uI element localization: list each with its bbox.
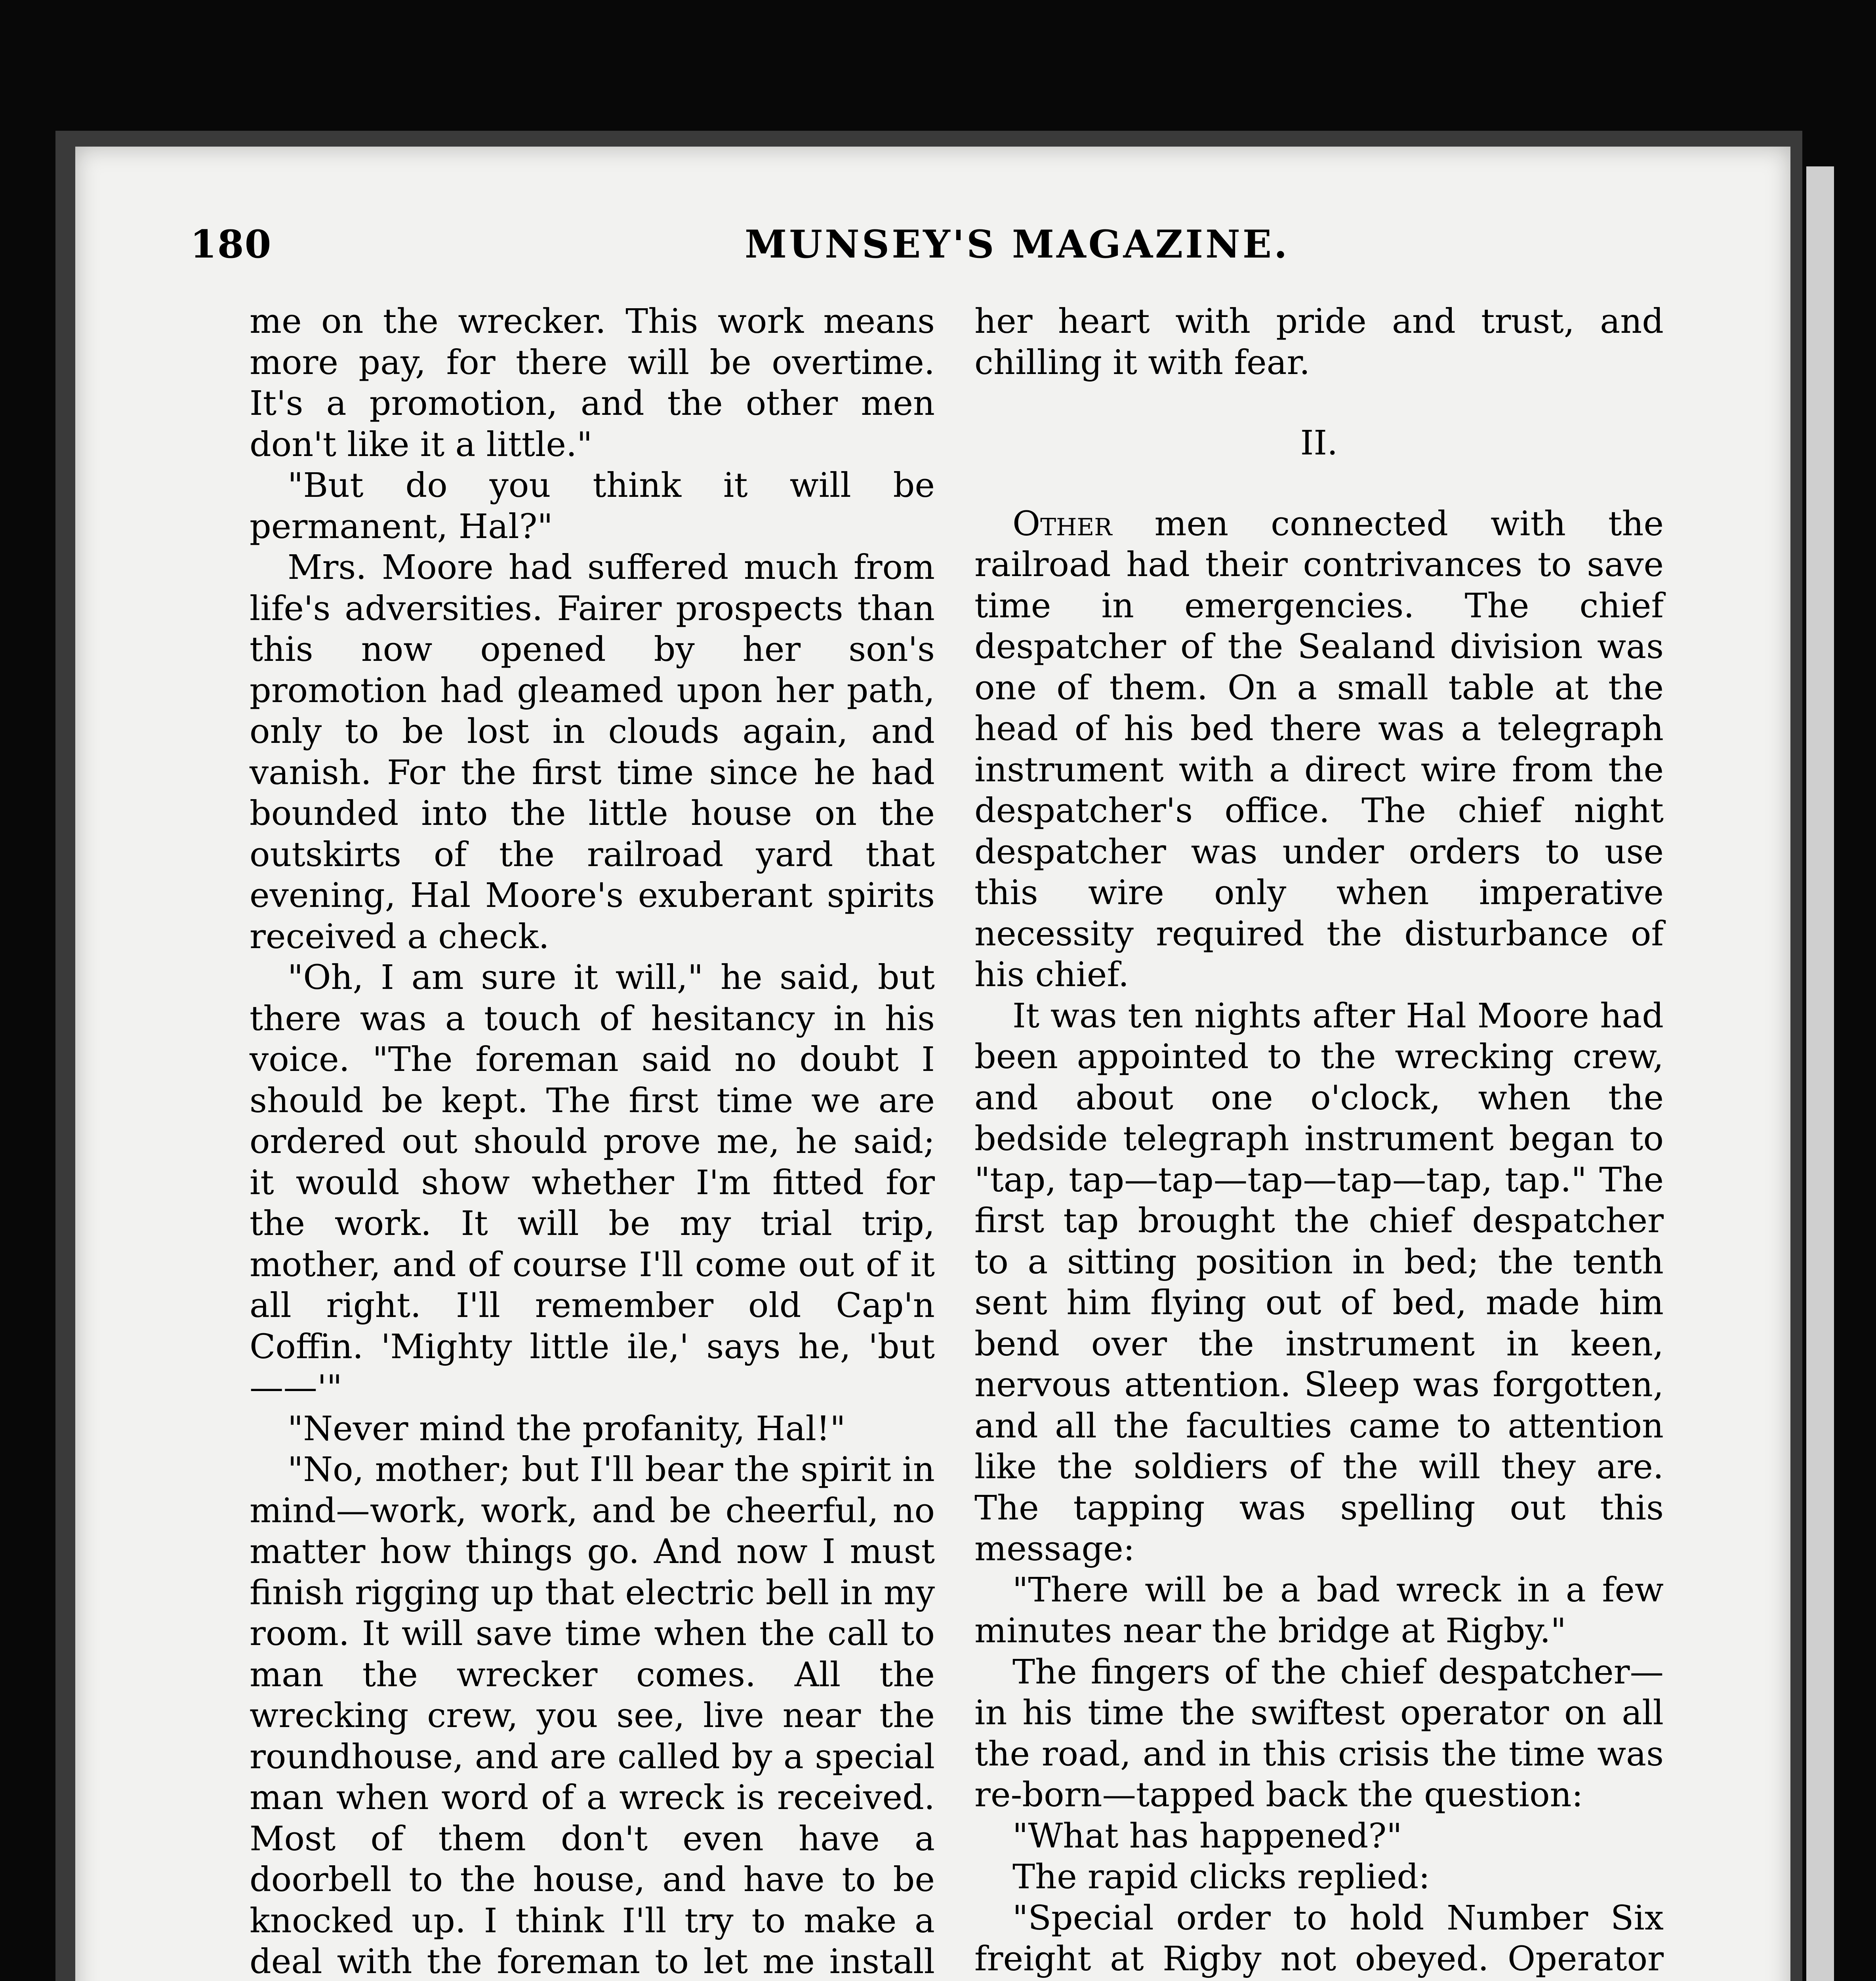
paragraph: "No, mother; but I'll bear the spirit in mind—work, work, and be cheerful, no matter how things go. And now I must finish rigging up that electric bell in my room. It will save time when the call to man the wrecker comes. All the wrecking crew, you see, live near the roundhouse, and are called by a special man when word of a wreck is received. Most of them don't even have a doorbell to the house, and have to be knocked up. I think I'll try to make a deal with the foreman to let me install xyxy=(250,1450,935,1981)
left-column xyxy=(250,301,935,1981)
paragraph: "What has happened?" xyxy=(1012,1816,1402,1856)
section-lead-paragraph xyxy=(974,504,1664,996)
running-head xyxy=(190,222,1608,281)
page-edge xyxy=(1806,166,1834,1981)
paragraph: me on the wrecker. This work means more pay, for there will be overtime. It's a promotion, and the other men don't like it a little." xyxy=(250,302,935,464)
page-number: 180 xyxy=(190,222,272,267)
paragraph: The fingers of the chief despatcher—in his time the swiftest operator on all the road, and in this crisis the time was re-born—tapped back the question: xyxy=(974,1652,1664,1815)
paragraph: "But do you think it will be permanent, Hal?" xyxy=(250,466,935,546)
right-column xyxy=(974,301,1664,1981)
lead-text: men connected with the railroad had their contrivances to save time in emergencies. The chief despatcher of the Sealand division was one of them. On a small table at the head of his bed there was a telegraph instrument with a direct wire from the despatcher's office. The chief night despatcher was under orders to use this wire only when imperative necessity required the disturbance of his chief. xyxy=(974,504,1664,994)
lead-word: Other xyxy=(1012,504,1112,544)
paragraph: "Oh, I am sure it will," he said, but there was a touch of hesitancy in his voice. "The foreman said no doubt I should be kept. The first time we are ordered out should prove me, he said; it would show whether I'm fitted for the work. It will be my trial trip, mother, and of course I'll come out of it all right. I'll remember old Cap'n Coffin. 'Mighty little ile,' says he, 'but——'" xyxy=(250,958,935,1407)
paragraph: "There will be a bad wreck in a few minutes near the bridge at Rigby." xyxy=(974,1570,1664,1651)
paragraph: her heart with pride and trust, and chilling it with fear. xyxy=(974,302,1664,382)
paragraph: "Special order to hold Number Six freight at Rigby not obeyed. Operator xyxy=(974,1898,1664,1979)
paragraph: The rapid clicks replied: xyxy=(1012,1857,1430,1897)
section-number: II. xyxy=(1300,424,1338,463)
magazine-title: MUNSEY'S MAGAZINE. xyxy=(745,222,1290,267)
paragraph: It was ten nights after Hal Moore had been appointed to the wrecking crew, and about one o'clock, when the bedside telegraph instrument began to "tap, tap—tap—tap—tap—tap, tap." The first tap brought the chief despatcher to a sitting position in bed; the tenth sent him flying out of bed, made him bend over the instrument in keen, nervous attention. Sleep was forgotten, and all the faculties came to attention like the soldiers of the will they are. The tapping was spelling out this message: xyxy=(974,996,1664,1569)
paragraph: "Never mind the profanity, Hal!" xyxy=(288,1409,846,1449)
paragraph: Mrs. Moore had suffered much from life's adversities. Fairer prospects than this now opened by her son's promotion had gleamed upon her path, only to be lost in clouds again, and vanish. For the first time since he had bounded into the little house on the outskirts of the railroad yard that evening, Hal Moore's exuberant spirits received a check. xyxy=(250,548,935,956)
